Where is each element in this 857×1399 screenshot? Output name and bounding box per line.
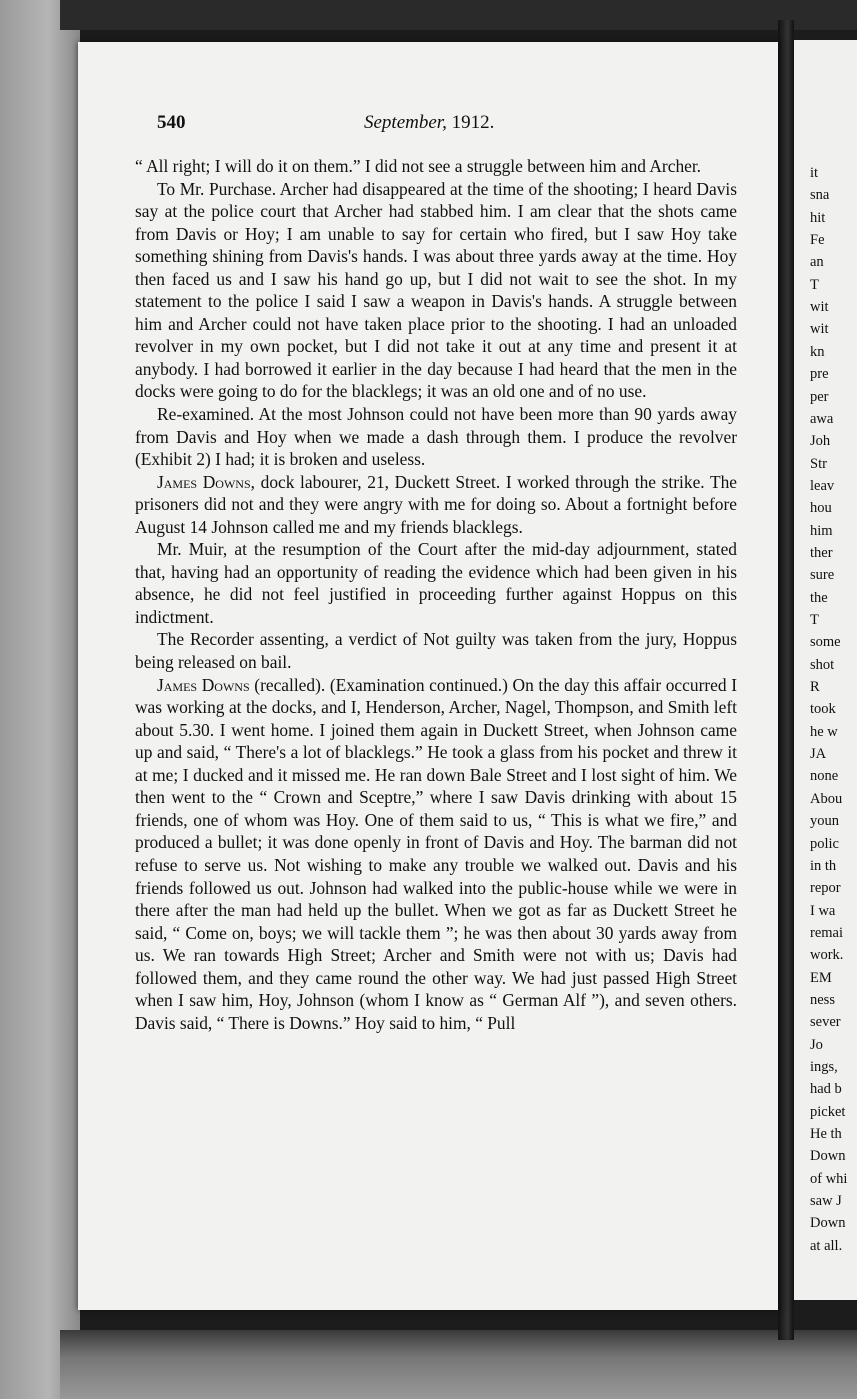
scan-left-background — [0, 0, 80, 1399]
facing-page-fragment: sever — [810, 1014, 841, 1031]
paragraph-witness — [135, 471, 737, 539]
facing-page-fragment: it — [810, 165, 819, 181]
facing-page-fragment: he w — [810, 723, 838, 740]
scan-top-border — [60, 0, 857, 30]
facing-page-fragment: T — [810, 612, 819, 628]
facing-page-fragment: took — [810, 701, 836, 718]
running-title-month: September, — [364, 112, 447, 133]
facing-page-fragment: leav — [810, 477, 835, 494]
facing-page-fragment: JA — [810, 746, 827, 763]
page-number: 540 — [157, 112, 186, 133]
facing-page-fragment: polic — [810, 835, 839, 852]
body-text — [135, 155, 737, 1034]
paragraph: “ All right; I will do it on them.” I did not see a struggle between him and Archer. — [135, 156, 702, 176]
facing-page-fragment: picket — [810, 1103, 846, 1120]
facing-page-fragment: repor — [810, 880, 841, 897]
facing-page-fragment: R — [810, 679, 820, 696]
facing-page-fragment: sna — [810, 187, 830, 204]
page-header — [157, 112, 577, 142]
facing-page-fragment: Down — [810, 1215, 846, 1232]
facing-page-fragment: shot — [810, 656, 835, 673]
facing-page-fragment: work. — [810, 947, 844, 964]
running-title-year: 1912. — [451, 112, 495, 133]
facing-page-fragment: none — [810, 768, 839, 785]
facing-page-fragment: He th — [810, 1126, 842, 1143]
facing-page-fragment: Jo — [810, 1036, 823, 1053]
facing-page-fragment: an — [810, 254, 824, 271]
paragraph: The Recorder assenting, a verdict of Not guilty was taken from the jury, Hoppus being released on bail. — [135, 629, 737, 673]
facing-page-fragment: Fe — [810, 232, 825, 249]
paragraph: To Mr. Purchase. Archer had disappeared at the time of the shooting; I heard Davis say at the police court that Archer had stabbed him. I am clear that the shots came from Davis or Hoy; I am unable to say for certain who fired, but I saw Hoy take something shining from Davis's hands. I was about three yards away at the time. Hoy then faced us and I saw his hand go up, but I did not wait to see the shot. In my statement to the police I said I saw a weapon in Davis's hands. A struggle between him and Archer could not have taken place prior to the shooting. I had an unloaded revolver in my own pocket, but I did not take it out at any time and present it at anybody. I had borrowed it earlier in the day because I had heard that the men in the docks were going to do for the blacklegs; it was an old one and of no use. — [135, 178, 737, 402]
witness-testimony: dock labourer, 21, Duckett Street. I worked through the strike. The prisoners did not and they were angry with me for doing so. About a fortnight before August 14 Johnson called me and my friends blacklegs. — [135, 471, 737, 537]
witness-testimony: (recalled). (Examination continued.) On the day this affair occurred I was working at the docks, and I, Henderson, Archer, Nagel, Thompson, and Smith left about 5.30. I went home. I joined them again in Duckett Street, when Johnson came up and said, “ There's a lot of blacklegs.” He took a glass from his pocket and threw it at me; I ducked and it missed me. He ran down Bale Street and I lost sight of him. We then went to the “ Crown and Sceptre,” where I saw Davis drinking with about 15 friends, one of whom was Hoy. One of them said to us, “ This is what we fire,” and produced a bullet; it was done openly in front of Davis and Hoy. The barman did not refuse to serve us. Not wishing to make any trouble we walked out. Davis and his friends followed us out. Johnson had walked into the public-house while we were in there after the man had held up the bullet. When we got as far as Duckett Street he said, “ Come on, boys; we will tackle them ”; he was then about 30 yards away from us. We ran towards High Street; Archer and Smith were not with us; Davis had followed them, and they came round the other way. We had just passed High Street when I saw him, Hoy, Johnson (whom I know as “ German Alf ”), and seven others. Davis said, “ There is Downs.” Hoy said to him, “ Pull — [135, 674, 737, 1033]
facing-page-fragment: Str — [810, 455, 827, 472]
facing-page-fragment: sure — [810, 567, 835, 584]
running-title — [364, 112, 494, 134]
facing-page-fragment: in th — [810, 857, 837, 874]
facing-page-fragment: ness — [810, 991, 835, 1008]
facing-page-fragment: Joh — [810, 433, 831, 450]
facing-page-fragment: pre — [810, 366, 829, 383]
facing-page-fragment: ings, — [810, 1059, 838, 1075]
facing-page-fragment: ther — [810, 544, 833, 561]
facing-page-fragment: T — [810, 276, 819, 293]
book-gutter — [778, 20, 794, 1340]
facing-page-fragment: youn — [810, 813, 839, 830]
facing-page-fragment: remai — [810, 924, 844, 941]
facing-page-fragment: Down — [810, 1148, 846, 1165]
facing-page-fragment: hit — [810, 209, 826, 226]
facing-page-fragment: EM — [810, 969, 832, 986]
facing-page-fragment: had b — [810, 1081, 842, 1098]
facing-page-fragment: of whi — [810, 1170, 848, 1187]
facing-page-fragment: him — [810, 522, 833, 539]
facing-page-fragment: wit — [810, 299, 829, 316]
facing-page-fragment: at all. — [810, 1237, 843, 1254]
scan-bottom-background — [60, 1330, 857, 1399]
paragraph-witness — [135, 674, 737, 1035]
facing-page-fragment: Abou — [810, 790, 843, 807]
facing-page-fragment: awa — [810, 410, 834, 427]
facing-page-fragment: per — [810, 388, 829, 405]
witness-name: James Downs — [157, 674, 250, 695]
facing-page-fragment: saw J — [810, 1193, 842, 1210]
facing-page-fragment: some — [810, 634, 841, 651]
facing-page-fragment: the — [810, 589, 828, 606]
paragraph: Re-examined. At the most Johnson could not have been more than 90 yards away from Davis and Hoy when we made a dash through them. I produce the revolver (Exhibit 2) I had; it is broken and useless. — [135, 404, 737, 470]
witness-name: James Downs, — [157, 471, 255, 492]
facing-page-fragment: I wa — [810, 902, 836, 919]
facing-page-fragment: kn — [810, 343, 825, 360]
facing-page-fragment: hou — [810, 500, 832, 517]
paragraph: Mr. Muir, at the resumption of the Court after the mid-day adjournment, stated that, having had an opportunity of reading the evidence which had been given in his absence, he did not feel justified in proceeding further against Hoppus on this indictment. — [135, 539, 737, 627]
facing-page-fragment: wit — [810, 321, 829, 338]
